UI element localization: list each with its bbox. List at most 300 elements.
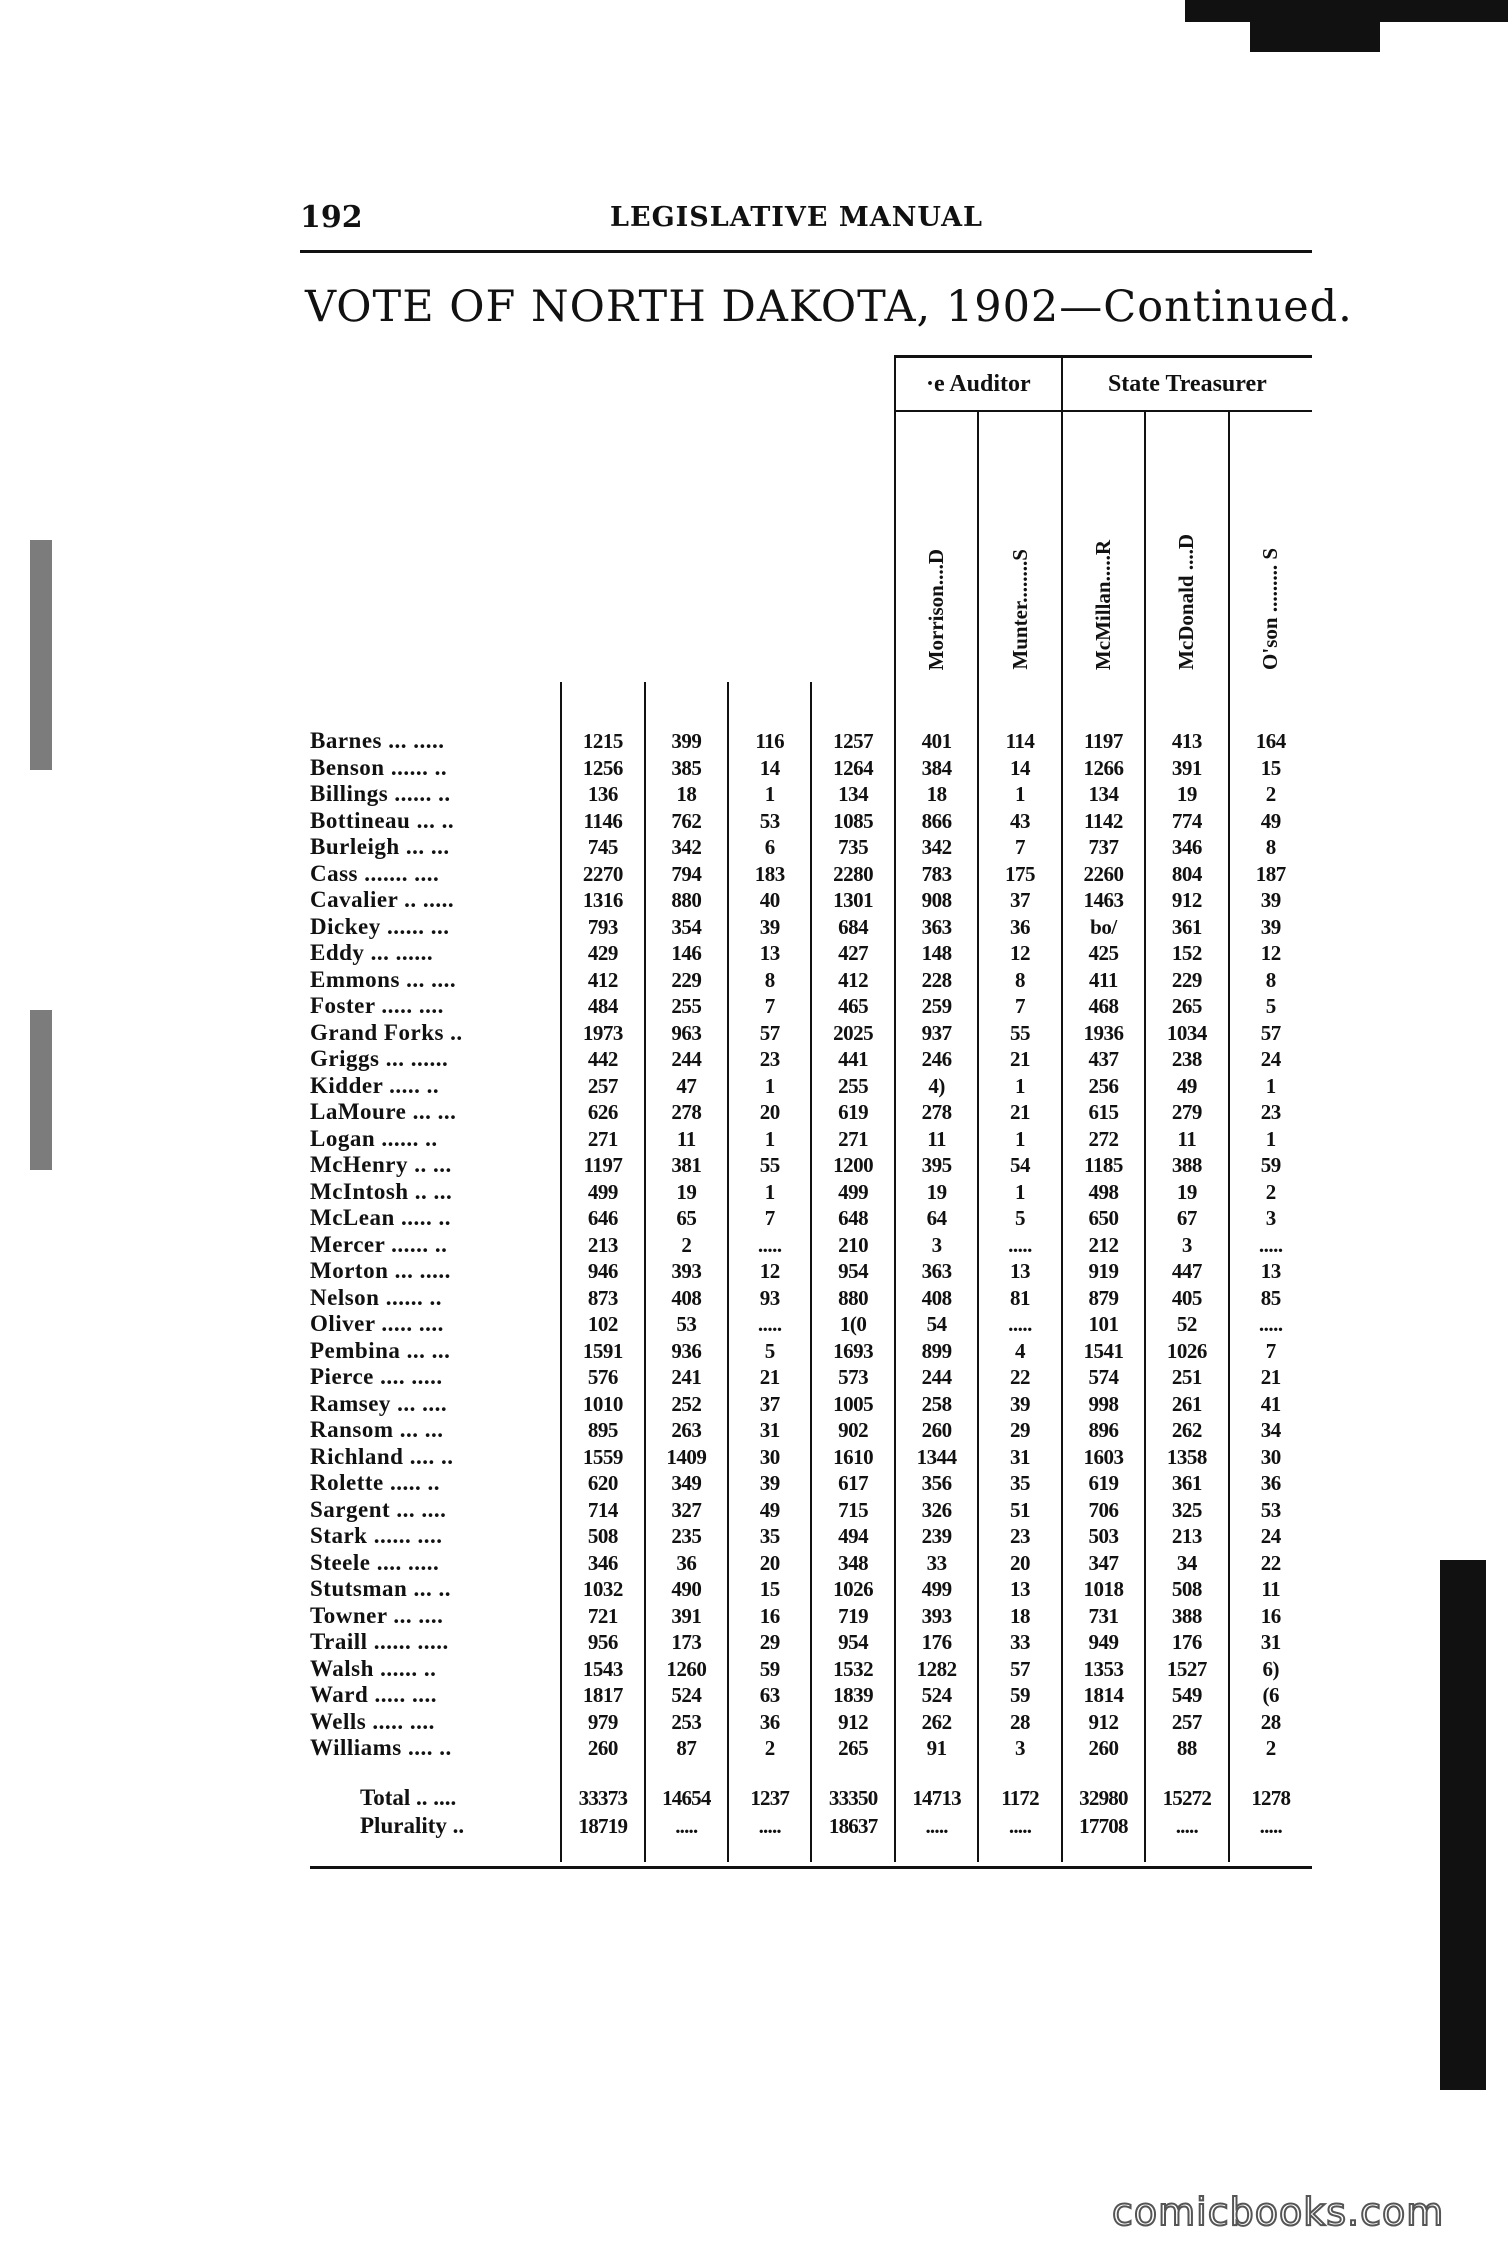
- vote-count-cell: 346: [1145, 834, 1228, 861]
- vote-count-cell: 2260: [1062, 861, 1145, 888]
- vote-count-cell: 896: [1062, 1417, 1145, 1444]
- vote-count-cell: 244: [645, 1046, 728, 1073]
- vote-count-cell: 34: [1145, 1550, 1228, 1577]
- vote-count-cell: 279: [1145, 1099, 1228, 1126]
- vote-count-cell: 619: [811, 1099, 894, 1126]
- vote-count-cell: 326: [895, 1497, 978, 1524]
- vote-count-cell: 21: [978, 1099, 1061, 1126]
- vote-count-cell: 617: [811, 1470, 894, 1497]
- vote-count-cell: 88: [1145, 1735, 1228, 1762]
- county-name: Cass ....... ....: [310, 860, 440, 886]
- vote-count-cell: 3: [895, 1232, 978, 1259]
- vote-count-cell: 246: [895, 1046, 978, 1073]
- vote-count-cell: 183: [728, 861, 811, 888]
- vote-count-cell: 251: [1145, 1364, 1228, 1391]
- vote-count-cell: 272: [1062, 1126, 1145, 1153]
- vote-count-cell: 346: [561, 1550, 644, 1577]
- vote-count-cell: 573: [811, 1364, 894, 1391]
- vote-count-cell: 384: [895, 755, 978, 782]
- vote-count-cell: 257: [1145, 1709, 1228, 1736]
- vote-count-cell: 39: [728, 914, 811, 941]
- county-name: Kidder ..... ..: [310, 1072, 440, 1098]
- vote-count-cell: 912: [1062, 1709, 1145, 1736]
- vote-count-cell: 508: [1145, 1576, 1228, 1603]
- vote-count-cell: 902: [811, 1417, 894, 1444]
- watermark: comicbooks.com: [1112, 2190, 1445, 2234]
- vote-count-cell: 936: [645, 1338, 728, 1365]
- page-header: [300, 200, 1312, 240]
- vote-count-cell: 37: [728, 1391, 811, 1418]
- vote-count-cell: 1278: [1229, 1784, 1312, 1812]
- office-header-row: [310, 357, 1312, 412]
- office-header-auditor: ·e Auditor: [895, 357, 1062, 412]
- vote-count-cell: 37: [978, 887, 1061, 914]
- candidate-header: [1062, 411, 1145, 682]
- vote-count-cell: 524: [645, 1682, 728, 1709]
- vote-count-cell: 7: [728, 993, 811, 1020]
- vote-count-cell: 1814: [1062, 1682, 1145, 1709]
- vote-count-cell: 391: [1145, 755, 1228, 782]
- table-row: [310, 808, 1312, 835]
- vote-count-cell: 574: [1062, 1364, 1145, 1391]
- table-row: [310, 1258, 1312, 1285]
- vote-count-cell: 253: [645, 1709, 728, 1736]
- vote-count-cell: 719: [811, 1603, 894, 1630]
- vote-count-cell: 494: [811, 1523, 894, 1550]
- vote-count-cell: 1: [978, 1126, 1061, 1153]
- vote-count-cell: 714: [561, 1497, 644, 1524]
- vote-count-cell: 35: [728, 1523, 811, 1550]
- county-name: Plurality ..: [360, 1812, 465, 1838]
- vote-count-cell: 136: [561, 781, 644, 808]
- vote-count-cell: 880: [645, 887, 728, 914]
- vote-count-cell: 40: [728, 887, 811, 914]
- vote-count-cell: .....: [1229, 1232, 1312, 1259]
- vote-count-cell: 7: [978, 993, 1061, 1020]
- vote-count-cell: .....: [1229, 1311, 1312, 1338]
- vote-count-cell: 1: [728, 1179, 811, 1206]
- scan-edge-mark: [1440, 1560, 1486, 2090]
- table-row: [310, 861, 1312, 888]
- vote-count-cell: 1005: [811, 1391, 894, 1418]
- vote-count-cell: 24: [1229, 1046, 1312, 1073]
- vote-count-cell: 259: [895, 993, 978, 1020]
- vote-count-cell: 1282: [895, 1656, 978, 1683]
- vote-count-cell: 22: [1229, 1550, 1312, 1577]
- vote-count-cell: 1559: [561, 1444, 644, 1471]
- table-row: [310, 1020, 1312, 1047]
- vote-count-cell: 57: [728, 1020, 811, 1047]
- vote-count-cell: 14: [978, 755, 1061, 782]
- vote-count-cell: 388: [1145, 1603, 1228, 1630]
- vote-count-cell: 998: [1062, 1391, 1145, 1418]
- vote-count-cell: 35: [978, 1470, 1061, 1497]
- vote-count-cell: 1344: [895, 1444, 978, 1471]
- vote-count-cell: 18: [895, 781, 978, 808]
- vote-count-cell: 59: [728, 1656, 811, 1683]
- vote-count-cell: 508: [561, 1523, 644, 1550]
- vote-count-cell: 175: [978, 861, 1061, 888]
- vote-count-cell: 1266: [1062, 755, 1145, 782]
- vote-count-cell: .....: [728, 1311, 811, 1338]
- vote-count-cell: 265: [1145, 993, 1228, 1020]
- vote-count-cell: 895: [561, 1417, 644, 1444]
- vote-count-cell: 1603: [1062, 1444, 1145, 1471]
- vote-count-cell: 880: [811, 1285, 894, 1312]
- county-name: Morton ... .....: [310, 1258, 451, 1284]
- vote-count-cell: 615: [1062, 1099, 1145, 1126]
- county-name: Burleigh ... ...: [310, 834, 450, 860]
- vote-count-cell: 17708: [1062, 1812, 1145, 1840]
- vote-count-cell: 15272: [1145, 1784, 1228, 1812]
- vote-count-cell: 8: [1229, 834, 1312, 861]
- vote-count-cell: 39: [728, 1470, 811, 1497]
- vote-count-cell: .....: [978, 1232, 1061, 1259]
- vote-count-cell: 252: [645, 1391, 728, 1418]
- vote-count-cell: 342: [895, 834, 978, 861]
- vote-count-cell: 549: [1145, 1682, 1228, 1709]
- vote-count-cell: 173: [645, 1629, 728, 1656]
- vote-count-cell: 14654: [645, 1784, 728, 1812]
- vote-count-cell: 11: [1229, 1576, 1312, 1603]
- vote-count-cell: 55: [978, 1020, 1061, 1047]
- vote-count-cell: 1264: [811, 755, 894, 782]
- vote-count-cell: 257: [561, 1073, 644, 1100]
- vote-count-cell: 67: [1145, 1205, 1228, 1232]
- vote-count-cell: 1532: [811, 1656, 894, 1683]
- county-name: Total .. ....: [360, 1784, 457, 1810]
- vote-table: [310, 355, 1312, 1862]
- county-name: Oliver ..... ....: [310, 1311, 444, 1337]
- vote-count-cell: 29: [728, 1629, 811, 1656]
- vote-count-cell: 255: [811, 1073, 894, 1100]
- vote-count-cell: 12: [728, 1258, 811, 1285]
- vote-count-cell: .....: [728, 1232, 811, 1259]
- candidate-header: [1145, 411, 1228, 682]
- county-name: Ransom ... ...: [310, 1417, 444, 1443]
- vote-count-cell: 1034: [1145, 1020, 1228, 1047]
- county-name: Pembina ... ...: [310, 1337, 451, 1363]
- candidate-name: Morrison....D: [924, 548, 949, 670]
- vote-count-cell: 401: [895, 728, 978, 755]
- vote-count-cell: 447: [1145, 1258, 1228, 1285]
- county-name: Rolette ..... ..: [310, 1470, 440, 1496]
- vote-count-cell: 388: [1145, 1152, 1228, 1179]
- vote-count-cell: 24: [1229, 1523, 1312, 1550]
- vote-count-cell: 57: [1229, 1020, 1312, 1047]
- vote-count-cell: 2: [728, 1735, 811, 1762]
- footer-rule: [310, 1866, 1312, 1869]
- vote-count-cell: 18: [645, 781, 728, 808]
- vote-count-cell: 361: [1145, 914, 1228, 941]
- county-name: Towner ... ....: [310, 1602, 444, 1628]
- vote-count-cell: 1353: [1062, 1656, 1145, 1683]
- vote-count-cell: 1: [978, 781, 1061, 808]
- vote-count-cell: 187: [1229, 861, 1312, 888]
- table-row: [310, 781, 1312, 808]
- vote-count-cell: 212: [1062, 1232, 1145, 1259]
- vote-count-cell: 176: [895, 1629, 978, 1656]
- vote-count-cell: 262: [895, 1709, 978, 1736]
- vote-count-cell: 1185: [1062, 1152, 1145, 1179]
- table-row: [310, 1550, 1312, 1577]
- vote-count-cell: 19: [1145, 781, 1228, 808]
- vote-count-cell: 21: [728, 1364, 811, 1391]
- vote-count-cell: 499: [561, 1179, 644, 1206]
- table-row: [310, 1364, 1312, 1391]
- vote-count-cell: 14: [728, 755, 811, 782]
- vote-count-cell: 18637: [811, 1812, 894, 1840]
- vote-count-cell: 2: [1229, 1735, 1312, 1762]
- vote-count-cell: 1358: [1145, 1444, 1228, 1471]
- vote-count-cell: 1610: [811, 1444, 894, 1471]
- vote-count-cell: 1237: [728, 1784, 811, 1812]
- vote-count-cell: 425: [1062, 940, 1145, 967]
- vote-count-cell: 33350: [811, 1784, 894, 1812]
- vote-count-cell: 879: [1062, 1285, 1145, 1312]
- vote-count-cell: 1591: [561, 1338, 644, 1365]
- table-row: [310, 1656, 1312, 1683]
- page-number: 192: [300, 200, 363, 235]
- vote-count-cell: 260: [895, 1417, 978, 1444]
- vote-count-cell: 620: [561, 1470, 644, 1497]
- county-name: Pierce .... .....: [310, 1364, 443, 1390]
- vote-count-cell: 2025: [811, 1020, 894, 1047]
- vote-count-cell: 239: [895, 1523, 978, 1550]
- table-row: [310, 967, 1312, 994]
- vote-count-cell: 19: [895, 1179, 978, 1206]
- table-row: [310, 940, 1312, 967]
- vote-count-cell: 327: [645, 1497, 728, 1524]
- table-row: [310, 1285, 1312, 1312]
- vote-count-cell: 762: [645, 808, 728, 835]
- vote-count-cell: 1: [728, 1126, 811, 1153]
- county-name: Grand Forks ..: [310, 1019, 463, 1045]
- table-row: [310, 1152, 1312, 1179]
- vote-count-cell: 278: [645, 1099, 728, 1126]
- vote-count-cell: 1: [728, 1073, 811, 1100]
- vote-count-cell: 47: [645, 1073, 728, 1100]
- county-name: Nelson ...... ..: [310, 1284, 442, 1310]
- county-name: Foster ..... ....: [310, 993, 444, 1019]
- vote-count-cell: 1018: [1062, 1576, 1145, 1603]
- vote-count-cell: 399: [645, 728, 728, 755]
- total-row: [310, 1812, 1312, 1840]
- vote-count-cell: 1: [978, 1073, 1061, 1100]
- vote-count-cell: 81: [978, 1285, 1061, 1312]
- table-row: [310, 834, 1312, 861]
- vote-count-cell: 715: [811, 1497, 894, 1524]
- vote-count-cell: 18719: [561, 1812, 644, 1840]
- vote-count-cell: 93: [728, 1285, 811, 1312]
- vote-count-cell: 30: [728, 1444, 811, 1471]
- vote-count-cell: 1026: [811, 1576, 894, 1603]
- vote-count-cell: 427: [811, 940, 894, 967]
- vote-count-cell: 34: [1229, 1417, 1312, 1444]
- vote-count-cell: 19: [645, 1179, 728, 1206]
- vote-count-cell: 59: [1229, 1152, 1312, 1179]
- vote-table-container: [310, 355, 1312, 1862]
- vote-count-cell: 265: [811, 1735, 894, 1762]
- vote-count-cell: 356: [895, 1470, 978, 1497]
- vote-count-cell: 1085: [811, 808, 894, 835]
- vote-count-cell: 405: [1145, 1285, 1228, 1312]
- county-name: Traill ...... .....: [310, 1629, 449, 1655]
- county-rows: [310, 682, 1312, 1762]
- vote-count-cell: 13: [1229, 1258, 1312, 1285]
- county-name: Billings ...... ..: [310, 781, 451, 807]
- vote-count-cell: 499: [895, 1576, 978, 1603]
- vote-count-cell: 1010: [561, 1391, 644, 1418]
- vote-count-cell: 937: [895, 1020, 978, 1047]
- vote-count-cell: 979: [561, 1709, 644, 1736]
- vote-count-cell: 1197: [1062, 728, 1145, 755]
- vote-count-cell: (6: [1229, 1682, 1312, 1709]
- table-row: [310, 1629, 1312, 1656]
- vote-count-cell: 437: [1062, 1046, 1145, 1073]
- vote-count-cell: .....: [645, 1812, 728, 1840]
- vote-count-cell: 31: [1229, 1629, 1312, 1656]
- vote-count-cell: 53: [1229, 1497, 1312, 1524]
- table-row: [310, 1523, 1312, 1550]
- vote-count-cell: 36: [1229, 1470, 1312, 1497]
- vote-count-cell: 413: [1145, 728, 1228, 755]
- vote-count-cell: 963: [645, 1020, 728, 1047]
- table-row: [310, 1735, 1312, 1762]
- table-row: [310, 1073, 1312, 1100]
- vote-count-cell: 28: [1229, 1709, 1312, 1736]
- vote-count-cell: 15: [728, 1576, 811, 1603]
- vote-count-cell: 1026: [1145, 1338, 1228, 1365]
- candidate-header: [895, 411, 978, 682]
- candidate-name: McDonald ....D: [1174, 534, 1199, 670]
- vote-count-cell: 484: [561, 993, 644, 1020]
- vote-count-cell: 745: [561, 834, 644, 861]
- vote-count-cell: 263: [645, 1417, 728, 1444]
- county-name: McIntosh .. ...: [310, 1178, 453, 1204]
- county-name: Bottineau ... ..: [310, 807, 455, 833]
- vote-count-cell: 1256: [561, 755, 644, 782]
- vote-count-cell: 235: [645, 1523, 728, 1550]
- vote-count-cell: 49: [1145, 1073, 1228, 1100]
- vote-count-cell: 41: [1229, 1391, 1312, 1418]
- table-row: [310, 1046, 1312, 1073]
- vote-count-cell: .....: [1145, 1812, 1228, 1840]
- vote-count-cell: 3: [1145, 1232, 1228, 1259]
- vote-count-cell: 2: [1229, 781, 1312, 808]
- vote-count-cell: 228: [895, 967, 978, 994]
- vote-count-cell: 54: [978, 1152, 1061, 1179]
- vote-count-cell: 176: [1145, 1629, 1228, 1656]
- table-row: [310, 1497, 1312, 1524]
- vote-count-cell: 21: [1229, 1364, 1312, 1391]
- vote-count-cell: 342: [645, 834, 728, 861]
- vote-count-cell: .....: [1229, 1812, 1312, 1840]
- vote-count-cell: 954: [811, 1629, 894, 1656]
- vote-count-cell: 1301: [811, 887, 894, 914]
- vote-count-cell: 706: [1062, 1497, 1145, 1524]
- table-row: [310, 1444, 1312, 1471]
- vote-count-cell: 1(0: [811, 1311, 894, 1338]
- vote-count-cell: 412: [811, 967, 894, 994]
- vote-count-cell: 255: [645, 993, 728, 1020]
- table-row: [310, 1205, 1312, 1232]
- vote-count-cell: 16: [728, 1603, 811, 1630]
- vote-count-cell: 30: [1229, 1444, 1312, 1471]
- vote-count-cell: 55: [728, 1152, 811, 1179]
- county-name: Benson ...... ..: [310, 754, 448, 780]
- vote-count-cell: 650: [1062, 1205, 1145, 1232]
- vote-count-cell: 85: [1229, 1285, 1312, 1312]
- vote-count-cell: 4): [895, 1073, 978, 1100]
- vote-count-cell: 6: [728, 834, 811, 861]
- vote-count-cell: 12: [1229, 940, 1312, 967]
- vote-count-cell: 19: [1145, 1179, 1228, 1206]
- vote-count-cell: 774: [1145, 808, 1228, 835]
- vote-count-cell: 1409: [645, 1444, 728, 1471]
- vote-count-cell: 258: [895, 1391, 978, 1418]
- vote-count-cell: 347: [1062, 1550, 1145, 1577]
- vote-count-cell: 441: [811, 1046, 894, 1073]
- vote-count-cell: 261: [1145, 1391, 1228, 1418]
- vote-count-cell: 260: [561, 1735, 644, 1762]
- vote-count-cell: 260: [1062, 1735, 1145, 1762]
- vote-count-cell: 39: [1229, 914, 1312, 941]
- vote-count-cell: 271: [811, 1126, 894, 1153]
- vote-count-cell: 684: [811, 914, 894, 941]
- vote-count-cell: 14713: [895, 1784, 978, 1812]
- vote-count-cell: 524: [895, 1682, 978, 1709]
- running-head: LEGISLATIVE MANUAL: [610, 202, 984, 233]
- vote-count-cell: 229: [1145, 967, 1228, 994]
- vote-count-cell: 23: [1229, 1099, 1312, 1126]
- vote-count-cell: 229: [645, 967, 728, 994]
- vote-count-cell: .....: [978, 1311, 1061, 1338]
- vote-count-cell: 11: [645, 1126, 728, 1153]
- vote-count-cell: 59: [978, 1682, 1061, 1709]
- vote-count-cell: 2280: [811, 861, 894, 888]
- vote-count-cell: 39: [978, 1391, 1061, 1418]
- vote-count-cell: 1: [978, 1179, 1061, 1206]
- vote-count-cell: 210: [811, 1232, 894, 1259]
- vote-count-cell: 5: [1229, 993, 1312, 1020]
- header-rule: [300, 250, 1312, 253]
- vote-count-cell: 408: [895, 1285, 978, 1312]
- vote-count-cell: 102: [561, 1311, 644, 1338]
- vote-count-cell: 349: [645, 1470, 728, 1497]
- vote-count-cell: 1: [1229, 1073, 1312, 1100]
- table-row: [310, 1417, 1312, 1444]
- vote-count-cell: 866: [895, 808, 978, 835]
- county-name: Emmons ... ....: [310, 966, 457, 992]
- vote-count-cell: 20: [728, 1099, 811, 1126]
- vote-count-cell: 385: [645, 755, 728, 782]
- table-row: [310, 1338, 1312, 1365]
- vote-count-cell: 53: [728, 808, 811, 835]
- vote-count-cell: 721: [561, 1603, 644, 1630]
- vote-count-cell: 36: [978, 914, 1061, 941]
- vote-count-cell: 1: [728, 781, 811, 808]
- vote-count-cell: 465: [811, 993, 894, 1020]
- vote-count-cell: 134: [811, 781, 894, 808]
- vote-count-cell: 1839: [811, 1682, 894, 1709]
- vote-count-cell: 29: [978, 1417, 1061, 1444]
- vote-count-cell: 244: [895, 1364, 978, 1391]
- vote-count-cell: 11: [895, 1126, 978, 1153]
- county-name: McHenry .. ...: [310, 1152, 452, 1178]
- vote-count-cell: 325: [1145, 1497, 1228, 1524]
- vote-count-cell: 1197: [561, 1152, 644, 1179]
